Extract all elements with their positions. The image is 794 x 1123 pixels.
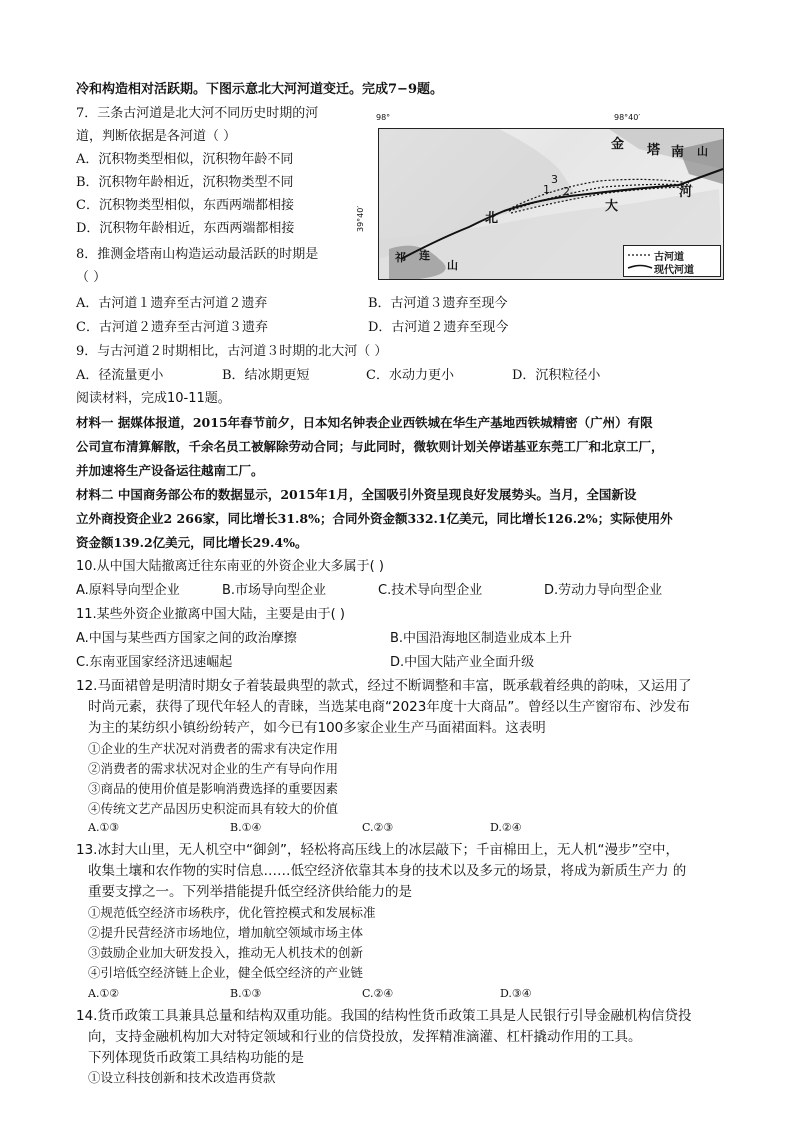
q14-item-1: ①设立科技创新和技术改造再贷款 [88,1070,276,1085]
river-map [378,128,724,280]
q12-item-2: ②消费者的需求状况对企业的生产有导向作用 [88,761,339,776]
material1-line3: 并加速将生产设备运往越南工厂。 [76,463,264,478]
q14-line2: 向，支持金融机构加大对特定领域和行业的信贷投放，发挥精准滴灌、杠杆撬动作用的工具。 [88,1029,642,1045]
q13-option-d: D.③④ [500,987,532,1000]
q13-option-c: C.②④ [362,987,394,1000]
q7-option-a: A．沉积物类型相似，沉积物年龄不同 [76,152,294,167]
q7-option-b: B．沉积物年龄相近，沉积物类型不同 [76,175,294,190]
intro-line: 冷和构造相对活跃期。下图示意北大河河道变迁。完成7−9题。 [76,82,443,97]
legend-modern-symbol [628,266,652,269]
q12-option-b: B.①④ [230,821,262,834]
map-label-channel-1: 1 [543,183,550,196]
legend-ancient-label: 古河道 [654,252,684,263]
map-label-channel-3: 3 [551,173,558,186]
q13-line3: 重要支撑之一。下列举措能提升低空经济供给能力的是 [88,884,412,900]
q9-option-d: D．沉积粒径小 [512,368,601,383]
legend-modern-label: 现代河道 [654,265,694,276]
q13-item-1: ①规范低空经济市场秩序，优化管控模式和发展标准 [88,905,376,920]
q10-stem: 10.从中国大陆撤离迁往东南亚的外资企业大多属于( ) [76,559,384,574]
q8-option-d: D．古河道２遗弃至现今 [368,320,509,335]
material2-line2: 立外商投资企业2 266家，同比增长31.8%；合同外资金额332.1亿美元，同比增长126.2%；实际使用外 [76,511,673,526]
q9-option-a: A．径流量更小 [76,368,164,383]
q8-option-a: A．古河道１遗弃至古河道２遗弃 [76,296,268,311]
q11-option-a: A.中国与某些西方国家之间的政治摩擦 [76,631,297,646]
map-label-shan2: 山 [447,259,458,272]
q12-option-a: A.①③ [88,821,120,834]
map-label-nan: 南 [671,145,685,160]
material1-line2: 公司宣布清算解散，千余名员工被解除劳动合同；与此同时，微软则计划关停诺基亚东莞工厂和北京工厂， [76,439,664,454]
q12-item-3: ③商品的使用价值是影响消费选择的重要因素 [88,781,339,796]
q13-option-b: B.①③ [230,987,262,1000]
q10-option-d: D.劳动力导向型企业 [544,583,663,598]
map-label-channel-2: 2 [563,185,570,198]
q12-item-1: ①企业的生产状况对消费者的需求有决定作用 [88,741,339,756]
q13-item-2: ②提升民营经济市场地位，增加航空领域市场主体 [88,925,364,940]
q11-option-c: C.东南亚国家经济迅速崛起 [76,655,233,670]
q14-line3: 下列体现货币政策工具结构功能的是 [88,1050,304,1066]
map-legend [623,245,721,277]
q13-line2: 收集土壤和农作物的实时信息……低空经济依靠其本身的技术以及多元的场景，将成为新质生产力 的 [88,863,687,879]
material2-line3: 资金额139.2亿美元，同比增长29.4%。 [76,535,308,550]
q9-option-b: B．结冰期更短 [222,368,310,383]
q11-option-b: B.中国沿海地区制造业成本上升 [390,631,573,646]
q13-item-4: ④引培低空经济链上企业，健全低空经济的产业链 [88,965,364,980]
material2-line1: 材料二 中国商务部公布的数据显示，2015年1月，全国吸引外资呈现良好发展势头。当月，全国新设 [76,487,637,502]
q7-stem-line2: 道，判断依据是各河道（ ） [76,129,237,144]
q12-line3: 为主的某纺织小镇纷纷转产，如今已有100多家企业生产马面裙面料。这表明 [88,720,546,736]
map-label-da: 大 [605,199,619,214]
map-label-shan: 山 [697,145,708,158]
q11-option-d: D.中国大陆产业全面升级 [390,655,535,670]
map-label-qi: 祁 [395,251,406,264]
q9-stem: 9．与古河道２时期相比，古河道３时期的北大河（ ） [76,344,388,359]
q8-option-b: B．古河道３遗弃至现今 [368,296,508,311]
legend-symbols [626,246,654,276]
q10-option-a: A.原料导向型企业 [76,583,180,598]
q14-line1: 14.货币政策工具兼具总量和结构双重功能。我国的结构性货币政策工具是人民银行引导金融机构信贷投 [76,1008,692,1024]
map-label-ta: 塔 [647,143,661,158]
map-label-jin: 金 [611,137,625,152]
q8-option-c: C．古河道２遗弃至古河道３遗弃 [76,320,268,335]
map-label-he: 河 [679,185,693,200]
q9-option-c: C．水动力更小 [366,368,454,383]
q13-line1: 13.冰封大山里，无人机空中“御剑”，轻松将高压线上的冰层敲下；千亩棉田上，无人机“漫步”空中， [76,842,679,858]
q12-option-d: D.②④ [490,821,522,834]
q12-line1: 12.马面裙曾是明清时期女子着装最典型的款式，经过不断调整和丰富，既承载着经典的韵味，又运用了 [76,678,692,694]
material1-line1: 材料一 据媒体报道，2015年春节前夕，日本知名钟表企业西铁城在华生产基地西铁城精密（广州）有限 [76,415,653,430]
q13-option-a: A.①② [88,987,120,1000]
q7-option-d: D．沉积物年龄相近，东西两端都相接 [76,221,295,236]
map-coord-9840: 98°40′ [614,113,641,122]
q7-stem-line1: 7．三条古河道是北大河不同历史时期的河 [76,106,319,121]
q13-item-3: ③鼓励企业加大研发投入，推动无人机技术的创新 [88,945,364,960]
q8-stem-line2: （ ） [76,270,107,285]
q10-option-b: B.市场导向型企业 [222,583,327,598]
map-coord-98: 98° [376,113,391,122]
map-label-lian: 连 [419,249,430,262]
q7-option-c: C．沉积物类型相似，东西两端都相接 [76,198,294,213]
q10-option-c: C.技术导向型企业 [378,583,483,598]
q12-item-4: ④传统文艺产品因历史积淀而具有较大的价值 [88,801,339,816]
map-label-bei: 北 [485,211,499,226]
q12-line2: 时尚元素，获得了现代年轻人的青睐，当选某电商“2023年度十大商品”。曾经以生产窗帘布、沙发布 [88,699,690,715]
map-coord-lat: 39°40′ [356,205,365,232]
q12-option-c: C.②③ [362,821,394,834]
q11-stem: 11.某些外资企业撤离中国大陆，主要是由于( ) [76,607,345,622]
q8-stem-line1: 8．推测金塔南山构造运动最活跃的时期是 [76,247,319,262]
reading-prompt: 阅读材料，完成10-11题。 [76,391,231,406]
